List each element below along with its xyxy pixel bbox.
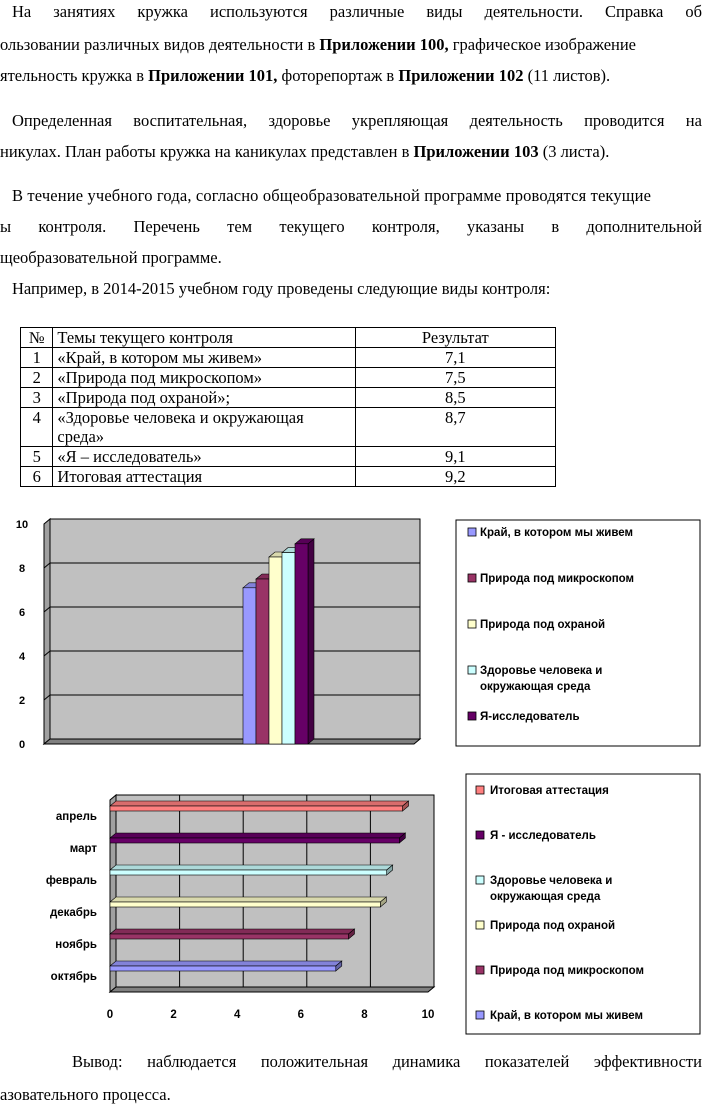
word: динамика [392,1052,461,1071]
text: (3 листа). [538,142,610,161]
floor [44,739,420,744]
horizontal-bar-chart [0,770,704,1040]
legend-swatch [476,876,484,884]
table-row [21,408,556,447]
row-result: 9,1 [355,447,555,467]
word: деятельности. [484,2,584,21]
word: деятельность [469,111,563,130]
word: Вывод: [72,1052,123,1071]
category-label: декабрь [49,907,97,919]
legend-swatch [468,528,476,536]
category-label: февраль [45,875,97,887]
category-label: октябрь [50,971,97,983]
word: на [685,111,702,130]
p1-line2 [0,35,636,55]
word: текущего [279,217,345,236]
word: положительная [260,1052,369,1071]
bar [110,838,399,843]
x-tick-label: 4 [233,1009,241,1021]
word: наблюдается [147,1052,237,1071]
table-row [21,467,556,487]
vertical-bar-chart [0,510,704,760]
word: проводится [584,111,665,130]
legend-label: Я-исследователь [480,711,580,723]
bar [243,588,256,744]
text: никулах. План работы кружка на каникулах представлен в [0,142,414,161]
word: указаны [466,217,525,236]
table-row [21,447,556,467]
legend-swatch [468,666,476,674]
appendix-ref: Приложении 100, [319,35,449,54]
legend-swatch [468,620,476,628]
x-tick-label: 10 [421,1009,435,1021]
row-topic: «Здоровье человека и окружающая среда» [53,408,355,447]
bar [295,544,308,744]
text: фоторепортаж в [277,66,399,85]
word: различные [329,2,405,21]
table-row [21,388,556,408]
bar [282,553,295,744]
back-wall [50,519,420,739]
word: занятиях [53,2,116,21]
row-topic: «Край, в котором мы живем» [53,348,355,368]
category-label: ноябрь [55,939,97,951]
word: используются [209,2,308,21]
row-topic: Итоговая аттестация [53,467,355,487]
x-tick-label: 8 [361,1009,368,1021]
bar [110,966,336,971]
y-tick-label: 2 [18,695,26,707]
legend-label: Здоровье человека и [480,665,603,677]
bar [110,870,387,875]
row-result: 7,5 [355,368,555,388]
word: На [12,2,32,21]
row-result: 8,5 [355,388,555,408]
word: дополнительной [586,217,702,236]
bar [256,579,269,744]
bar-side [308,539,314,744]
row-number: 2 [21,368,53,388]
legend-label: Итоговая аттестация [490,785,609,797]
row-topic: «Природа под охраной»; [53,388,355,408]
p3-line1: В течение учебного года, согласно общеобразовательной программе проводятся текущие [12,186,652,205]
legend-swatch [476,786,484,794]
legend-swatch [476,966,484,974]
bar-top [110,801,409,806]
row-number: 5 [21,447,53,467]
table-row [21,368,556,388]
word: Перечень [133,217,200,236]
word: тем [227,217,253,236]
y-tick-label: 10 [15,519,29,531]
y-tick-label: 6 [18,607,26,619]
legend-label: Природа под микроскопом [490,965,645,977]
legend-label: Природа под охраной [490,920,616,932]
word: Справка [605,2,664,21]
table-header-row [21,328,556,348]
word: укрепляющая [351,111,449,130]
bar-top [110,961,342,966]
legend-label: Природа под микроскопом [480,573,635,585]
results-table [20,327,556,487]
table-row [21,348,556,368]
y-tick-label: 0 [18,739,26,751]
p1-line3 [0,66,610,86]
row-result: 8,7 [355,408,555,447]
category-label: апрель [55,811,97,823]
legend-label: Край, в котором мы живем [480,527,634,539]
row-topic: «Природа под микроскопом» [53,368,355,388]
word: кружка [137,2,188,21]
conclusion-line1 [72,1052,702,1072]
back-wall [116,795,434,987]
p4-line: Например, в 2014-2015 учебном году проведены следующие виды контроля: [12,279,551,298]
bar-top [110,833,405,838]
header-topic: Темы текущего контроля [53,328,355,348]
word: показателей [484,1052,570,1071]
word: об [685,2,702,21]
word: контроля, [371,217,440,236]
bar-top [110,865,393,870]
x-tick-label: 0 [106,1009,114,1021]
floor [110,987,434,992]
legend-label: Я - исследователь [490,830,596,842]
row-number: 3 [21,388,53,408]
x-tick-label: 2 [170,1009,177,1021]
legend-swatch [468,712,476,720]
p2-line2 [0,142,609,162]
p2-line1 [12,111,702,131]
conclusion-line2: азовательного процесса. [0,1085,171,1104]
row-number: 6 [21,467,53,487]
word: воспитательная, [133,111,248,130]
bar [269,557,282,744]
p3-line3: щеобразовательной программе. [0,248,222,267]
legend-label: окружающая среда [480,681,591,693]
legend-label: Край, в котором мы живем [490,1010,644,1022]
legend-swatch [468,574,476,582]
category-label: март [69,843,97,855]
text: ятельность кружка в [0,66,149,85]
row-topic: «Я – исследователь» [53,447,355,467]
text: графическое изображение [448,35,637,54]
legend-swatch [476,921,484,929]
legend-label: Здоровье человека и [490,875,613,887]
appendix-ref: Приложении 101, [148,66,278,85]
y-tick-label: 4 [18,651,26,663]
legend-box [466,774,700,1034]
text: ользовании различных видов деятельности в [0,35,320,54]
word: виды [426,2,463,21]
row-number: 1 [21,348,53,368]
word: здоровье [268,111,331,130]
legend-swatch [476,831,484,839]
bar [110,902,380,907]
header-result: Результат [355,328,555,348]
legend-label: окружающая среда [490,891,601,903]
appendix-ref: Приложении 102 [398,66,524,85]
bar-top [110,929,355,934]
word: Определенная [12,111,112,130]
header-number: № [21,328,53,348]
bar-top [110,897,386,902]
row-number: 4 [21,408,53,447]
text: (11 листов). [523,66,611,85]
word: эффективности [593,1052,702,1071]
side-wall [44,519,50,744]
bar [110,934,349,939]
p3-line2 [0,217,702,237]
row-result: 9,2 [355,467,555,487]
appendix-ref: Приложении 103 [413,142,539,161]
legend-swatch [476,1011,484,1019]
word: в [551,217,560,236]
word: контроля. [38,217,107,236]
word: ы [0,217,12,236]
bar [110,806,403,811]
row-result: 7,1 [355,348,555,368]
p1-line1 [12,2,702,22]
legend-label: Природа под охраной [480,619,606,631]
x-tick-label: 6 [297,1009,305,1021]
y-tick-label: 8 [18,563,26,575]
